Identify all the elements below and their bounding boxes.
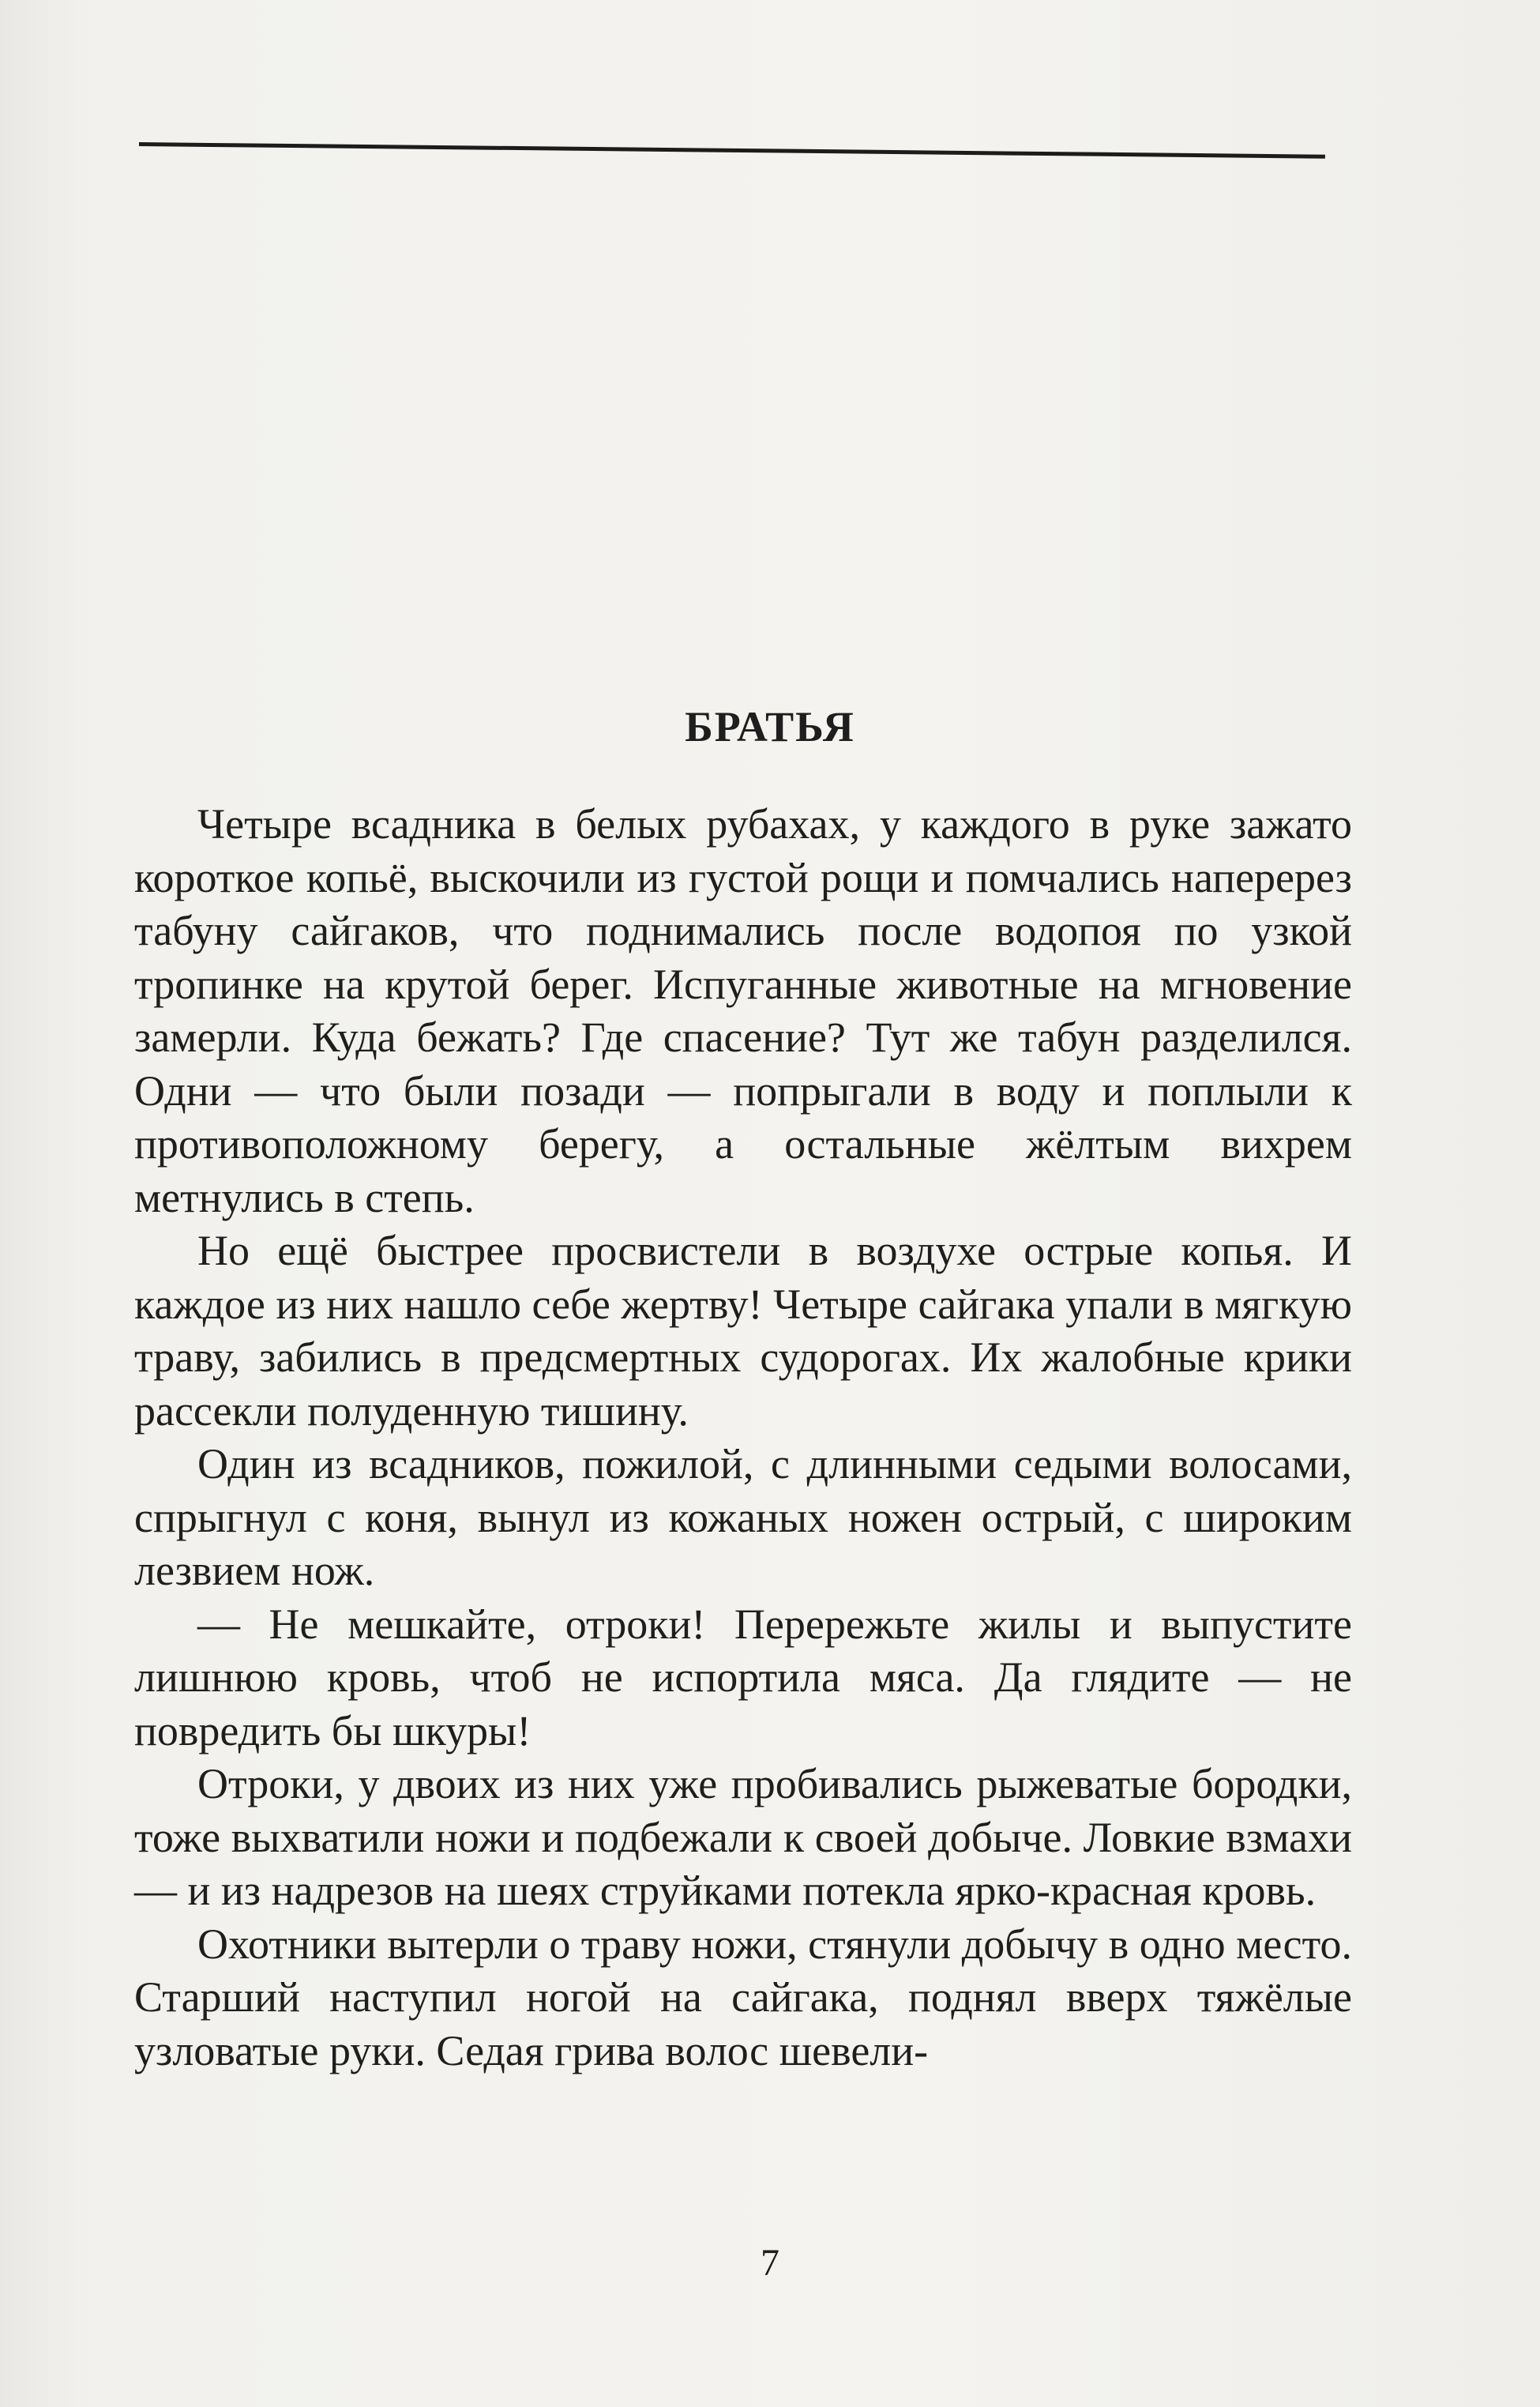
- chapter-title: БРАТЬЯ: [685, 703, 855, 750]
- body-text: [134, 798, 1352, 2078]
- paragraph: Охотники вытерли о траву ножи, стянули добычу в одно место. Старший наступил ногой на сайгака, поднял вверх тяжёлые узловатые руки. Седая грива волос шевели-: [134, 1920, 1352, 2074]
- paragraph: Один из всадников, пожилой, с длинными седыми волосами, спрыгнул с коня, вынул из кожаных ножен острый, с широким лезвием нож.: [134, 1440, 1352, 1594]
- paragraph: Но ещё быстрее просвистели в воздухе острые копья. И каждое из них нашло себе жертву! Четыре сайгака упали в мягкую траву, забились в предсмертных судорогах. Их жалобные крики рассекли полуденную тишину.: [134, 1227, 1352, 1435]
- paragraph: — Не мешкайте, отроки! Перережьте жилы и выпустите лишнюю кровь, чтоб не испортила мяса. Да глядите — не повредить бы шкуры!: [134, 1600, 1352, 1754]
- paragraph: Четыре всадника в белых рубахах, у каждого в руке зажато короткое копьё, выскочили из густой рощи и помчались наперерез табуну сайгаков, что поднимались после водопоя по узкой тропинке на крутой берег. Испуганные животные на мгновение замерли. Куда бежать? Где спасение? Тут же табун разделился. Одни — что были позади — попрыгали в воду и поплыли к противоположному берегу, а остальные жёлтым вихрем метнулись в степь.: [134, 800, 1352, 1221]
- paragraph: Отроки, у двоих из них уже пробивались рыжеватые бородки, тоже выхватили ножи и подбежали к своей добыче. Ловкие взмахи — и из надрезов на шеях струйками потекла ярко-красная кровь.: [134, 1760, 1352, 1914]
- page-number: 7: [761, 2242, 779, 2284]
- header-rule: [139, 142, 1325, 159]
